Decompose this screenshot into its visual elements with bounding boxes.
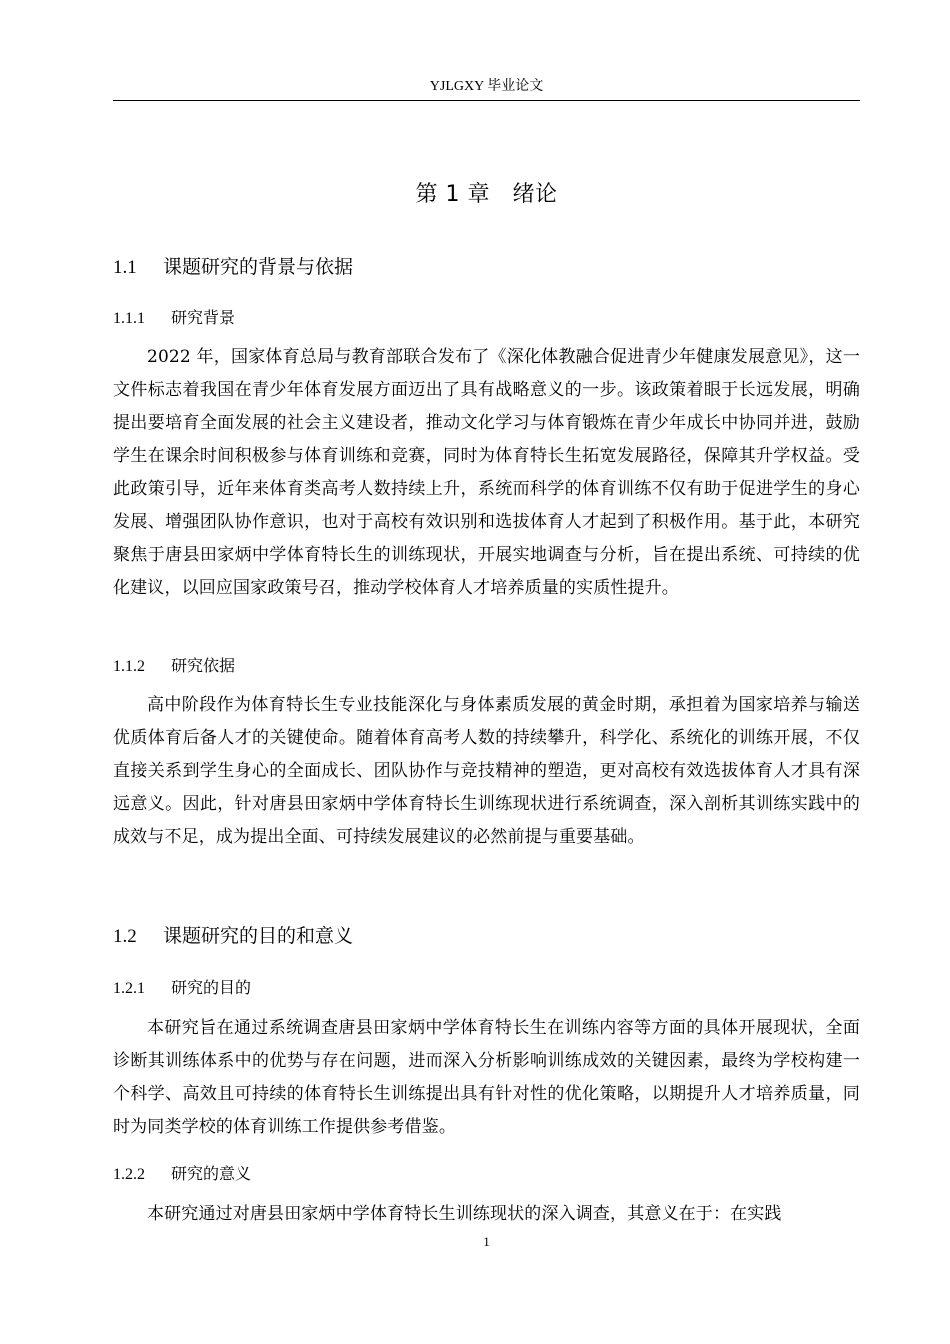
subsection-number: 1.2.1 — [113, 980, 145, 997]
chapter-title: 第 1 章 绪论 — [415, 182, 558, 207]
section-number: 1.1 — [113, 257, 137, 278]
paragraph-research-significance: 本研究通过对唐县田家炳中学体育特长生训练现状的深入调查，其意义在于：在实践 — [147, 1204, 782, 1224]
paragraph-research-purpose: 本研究旨在通过系统调查唐县田家炳中学体育特长生在训练内容等方面的具体开展现状，全面诊断其训练体系中的优势与存在问题，进而深入分析影响训练成效的关键因素，最终为学校构建一个科学、高效且可持续的体育特长生训练提出具有针对性的优化策略，以期提升人才培养质量，同时为同类学校的体育训练工作提供参考借鉴。 — [113, 1018, 860, 1137]
subsection-heading-1-1-2 — [113, 655, 235, 678]
page-number: 1 — [483, 1234, 490, 1249]
subsection-number: 1.1.1 — [113, 310, 145, 327]
subsection-title: 研究背景 — [171, 308, 236, 327]
page-header: YJLGXY 毕业论文 — [429, 79, 544, 94]
subsection-title: 研究的意义 — [171, 1164, 252, 1183]
paragraph-research-background: 2022 年，国家体育总局与教育部联合发布了《深化体教融合促进青少年健康发展意见》，这一文件标志着我国在青少年体育发展方面迈出了具有战略意义的一步。该政策着眼于长远发展，明确提出要培育全面发展的社会主义建设者，推动文化学习与体育锻炼在青少年成长中协同并进，鼓励学生在课余时间积极参与体育训练和竞赛，同时为体育特长生拓宽发展路径，保障其升学权益。受此政策引导，近年来体育类高考人数持续上升，系统而科学的体育训练不仅有助于促进学生的身心发展、增强团队协作意识，也对于高校有效识别和选拔体育人才起到了积极作用。基于此，本研究聚焦于唐县田家炳中学体育特长生的训练现状，开展实地调查与分析，旨在提出系统、可持续的优化建议，以回应国家政策号召，推动学校体育人才培养质量的实质性提升。 — [113, 347, 860, 598]
subsection-heading-1-1-1 — [113, 307, 235, 330]
paragraph-research-basis: 高中阶段作为体育特长生专业技能深化与身体素质发展的黄金时期，承担着为国家培养与输送优质体育后备人才的关键使命。随着体育高考人数的持续攀升，科学化、系统化的训练开展，不仅直接关系到学生身心的全面成长、团队协作与竞技精神的塑造，更对高校有效选拔体育人才具有深远意义。因此，针对唐县田家炳中学体育特长生训练现状进行系统调查，深入剖析其训练实践中的成效与不足，成为提出全面、可持续发展建议的必然前提与重要基础。 — [113, 695, 860, 847]
subsection-heading-1-2-2 — [113, 1163, 251, 1186]
subsection-heading-1-2-1 — [113, 977, 251, 1000]
section-title: 课题研究的背景与依据 — [163, 256, 354, 278]
section-heading-1-2 — [113, 923, 353, 950]
section-number: 1.2 — [113, 926, 137, 947]
subsection-title: 研究依据 — [171, 656, 236, 675]
header-divider — [113, 100, 860, 101]
section-title: 课题研究的目的和意义 — [163, 925, 354, 947]
subsection-number: 1.1.2 — [113, 658, 145, 675]
subsection-title: 研究的目的 — [171, 978, 252, 997]
subsection-number: 1.2.2 — [113, 1166, 145, 1183]
section-heading-1-1 — [113, 254, 353, 281]
